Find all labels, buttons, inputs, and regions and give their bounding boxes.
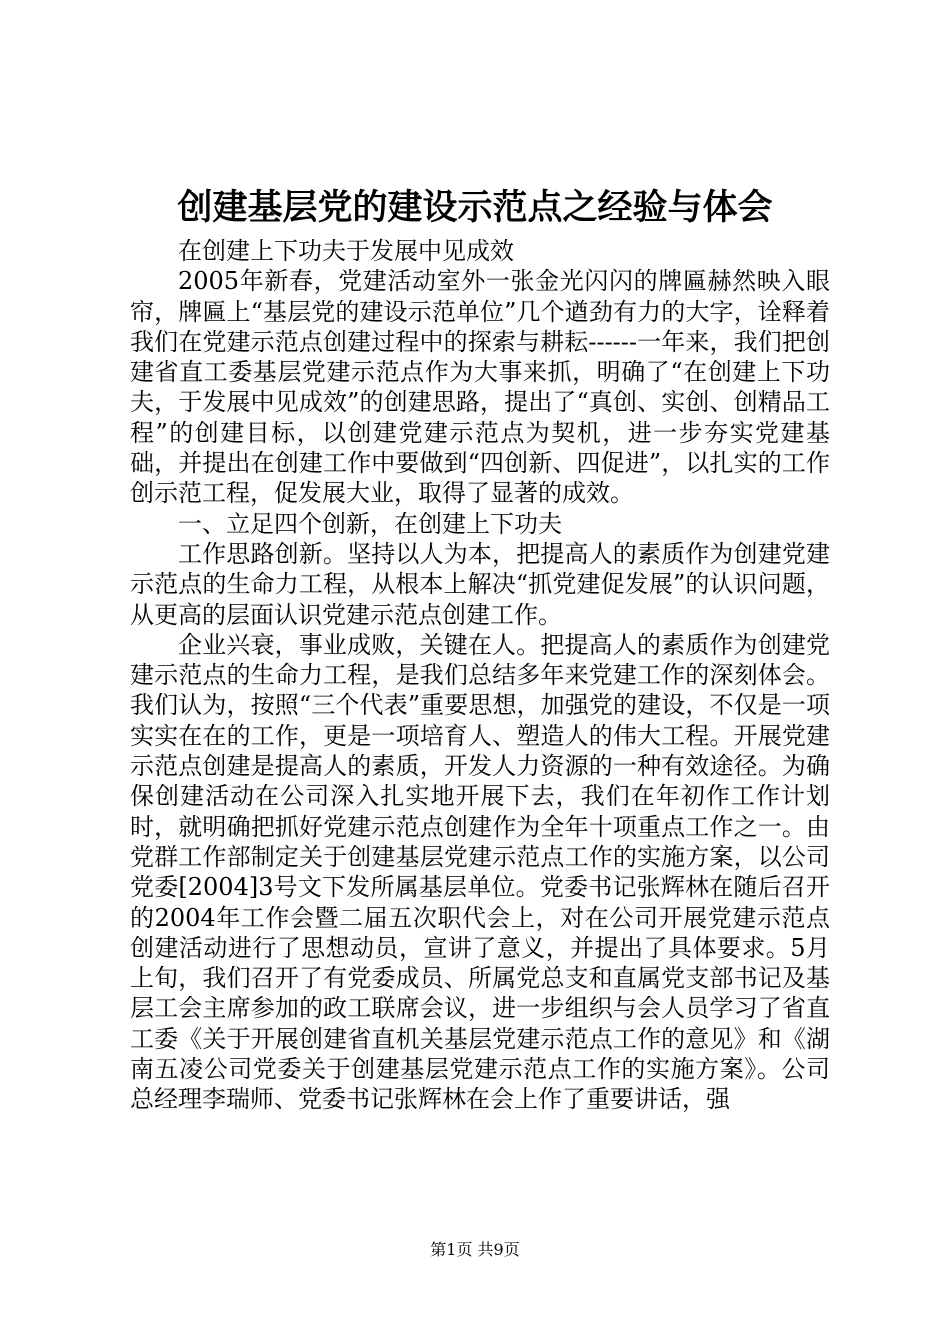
section-heading: 一、立足四个创新，在创建上下功夫 xyxy=(178,509,562,538)
body-paragraph: 企业兴衰，事业成败，关键在人。把提高人的素质作为创建党建示范点的生命力工程，是我们总结多年来党建工作的深刻体会。我们认为，按照“三个代表”重要思想，加强党的建设，不仅是一项实实在在的工作，更是一项培育人、塑造人的伟大工程。开展党建示范点创建是提高人的素质，开发人力资源的一种有效途径。为确保创建活动在公司深入扎实地开展下去，我们在年初作工作计划时，就明确把抓好党建示范点创建作为全年十项重点工作之一。由党群工作部制定关于创建基层党建示范点工作的实施方案，以公司党委[2004]3号文下发所属基层单位。党委书记张辉林在随后召开的2004年工作会暨二届五次职代会上，对在公司开展党建示范点创建活动进行了思想动员，宣讲了意义，并提出了具体要求。5月上旬，我们召开了有党委成员、所属党总支和直属党支部书记及基层工会主席参加的政工联席会议，进一步组织与会人员学习了省直工委《关于开展创建省直机关基层党建示范点工作的意见》和《湖南五凌公司党委关于创建基层党建示范点工作的实施方案》。公司总经理李瑞师、党委书记张辉林在会上作了重要讲话，强 xyxy=(130,630,830,1114)
document-title: 创建基层党的建设示范点之经验与体会 xyxy=(177,187,773,228)
subtitle-paragraph: 在创建上下功夫于发展中见成效 xyxy=(178,237,514,265)
document-body xyxy=(130,236,830,1115)
body-paragraph: 工作思路创新。坚持以人为本，把提高人的素质作为创建党建示范点的生命力工程，从根本上解决“抓党建促发展”的认识问题，从更高的层面认识党建示范点创建工作。 xyxy=(130,539,830,629)
intro-paragraph: 2005年新春，党建活动室外一张金光闪闪的牌匾赫然映入眼帘，牌匾上“基层党的建设示范单位”几个遒劲有力的大字，诠释着我们在党建示范点创建过程中的探索与耕耘------一年来，我们把创建省直工委基层党建示范点作为大事来抓，明确了“在创建上下功夫，于发展中见成效”的创建思路，提出了“真创、实创、创精品工程”的创建目标，以创建党建示范点为契机，进一步夯实党建基础，并提出在创建工作中要做到“四创新、四促进”，以扎实的工作创示范工程，促发展大业，取得了显著的成效。 xyxy=(130,267,830,508)
page-number-footer: 第1页 共9页 xyxy=(430,1240,520,1259)
